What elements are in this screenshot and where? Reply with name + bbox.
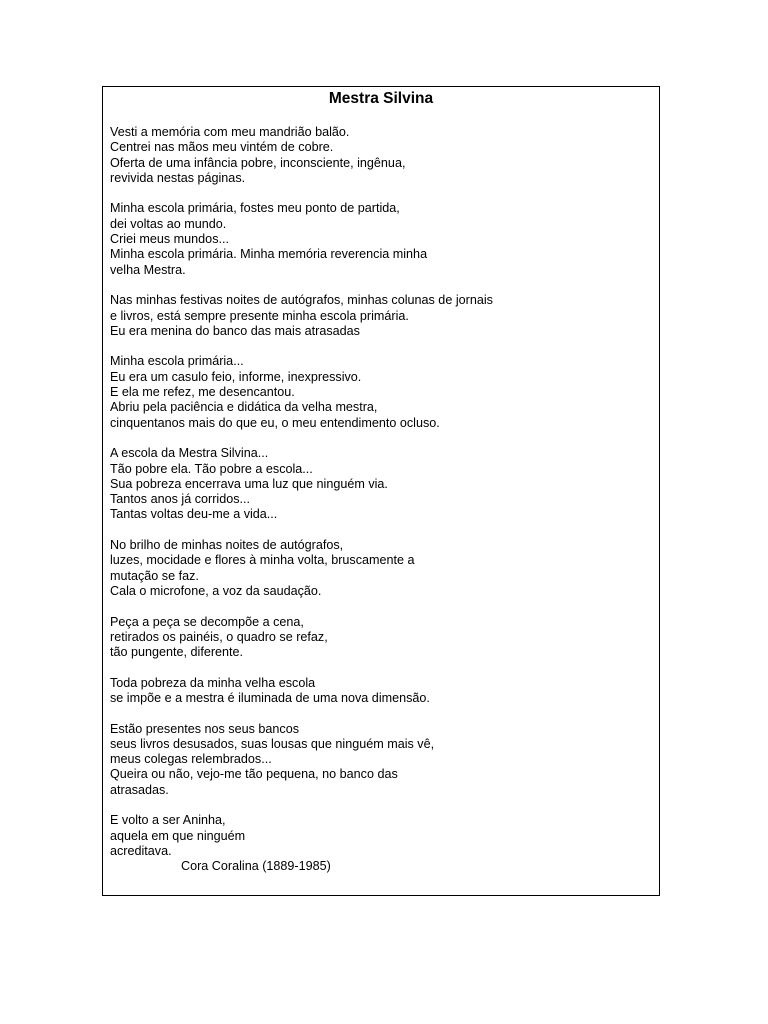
poem-body [110, 125, 655, 875]
poem-stanza [110, 813, 655, 874]
poem-stanza [110, 615, 655, 661]
poem-line: Queira ou não, vejo-me tão pequena, no banco das [110, 767, 398, 782]
poem-line: No brilho de minhas noites de autógrafos, [110, 538, 344, 553]
poem-line: Minha escola primária. Minha memória reverencia minha [110, 247, 428, 262]
poem-line: meus colegas relembrados... [110, 752, 272, 767]
poem-line: Vesti a memória com meu mandrião balão. [110, 125, 350, 139]
poem-line: Tantos anos já corridos... [110, 492, 251, 507]
poem-line: atrasadas. [110, 782, 169, 797]
poem-line: Toda pobreza da minha velha escola [110, 675, 316, 690]
poem-line: Criei meus mundos... [110, 232, 229, 247]
poem-stanza [110, 293, 655, 339]
poem-stanza [110, 446, 655, 522]
poem-line: E ela me refez, me desencantou. [110, 385, 295, 400]
poem-line: Centrei nas mãos meu vintém de cobre. [110, 140, 334, 155]
poem-line: dei voltas ao mundo. [110, 216, 227, 231]
poem-line: cinquentanos mais do que eu, o meu entendimento ocluso. [110, 415, 440, 430]
poem-line: Minha escola primária, fostes meu ponto de partida, [110, 201, 400, 216]
poem-line: aquela em que ninguém [110, 828, 246, 843]
poem-line: e livros, está sempre presente minha escola primária. [110, 308, 409, 323]
poem-stanza [110, 722, 655, 798]
poem-line: Minha escola primária... [110, 354, 244, 369]
poem-title: Mestra Silvina [328, 90, 434, 107]
document-frame [102, 86, 660, 896]
poem-line: tão pungente, diferente. [110, 645, 244, 660]
poem-line: Sua pobreza encerrava uma luz que ninguém via. [110, 476, 388, 491]
poem-line: Peça a peça se decompõe a cena, [110, 614, 304, 629]
poem-stanza [110, 201, 655, 277]
poem-line: Cala o microfone, a voz da saudação. [110, 583, 322, 598]
poem-line: Abriu pela paciência e didática da velha mestra, [110, 400, 378, 415]
poem-line: retirados os painéis, o quadro se refaz, [110, 629, 328, 644]
poem-line: velha Mestra. [110, 262, 186, 277]
poem-line: Tão pobre ela. Tão pobre a escola... [110, 461, 313, 476]
poem-line: Tantas voltas deu-me a vida... [110, 507, 278, 522]
poem-stanza [110, 676, 655, 707]
poem-line: luzes, mocidade e flores à minha volta, bruscamente a [110, 553, 415, 568]
poem-line: Nas minhas festivas noites de autógrafos, minhas colunas de jornais [110, 293, 493, 308]
poem-line: revivida nestas páginas. [110, 170, 246, 185]
poem-line: E volto a ser Aninha, [110, 813, 226, 828]
poem-line: seus livros desusados, suas lousas que ninguém mais vê, [110, 736, 435, 751]
poem-stanza [110, 538, 655, 599]
poem-stanza [110, 125, 655, 186]
poem-line: mutação se faz. [110, 568, 199, 583]
poem-line: Eu era menina do banco das mais atrasadas [110, 323, 360, 338]
poem-stanza [110, 354, 655, 430]
poem-line: Oferta de uma infância pobre, inconsciente, ingênua, [110, 155, 406, 170]
poem-line: Eu era um casulo feio, informe, inexpressivo. [110, 369, 362, 384]
poem-author: Cora Coralina (1889-1985) [181, 859, 331, 874]
poem-line: se impõe e a mestra é iluminada de uma nova dimensão. [110, 690, 430, 705]
poem-line: Estão presentes nos seus bancos [110, 721, 300, 736]
poem-line: A escola da Mestra Silvina... [110, 446, 269, 461]
poem-line: acreditava. [110, 843, 172, 858]
